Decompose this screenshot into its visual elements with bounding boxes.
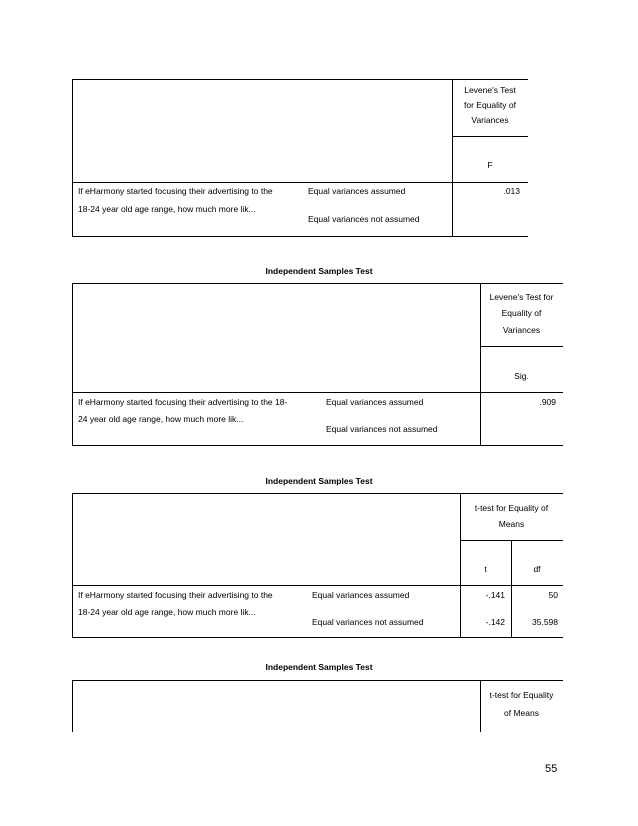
column-header-line-2: for Equality of xyxy=(464,100,516,110)
table-caption: Independent Samples Test xyxy=(265,266,373,276)
df-value-not-assumed: 35.598 xyxy=(532,617,558,627)
row-label-assumed: Equal variances assumed xyxy=(308,186,406,196)
table-caption: Independent Samples Test xyxy=(265,476,373,486)
t-value-assumed: -.141 xyxy=(485,590,505,600)
f-value: .013 xyxy=(503,186,520,196)
column-subheader-sig: Sig. xyxy=(514,371,529,381)
df-value-assumed: 50 xyxy=(548,590,558,600)
column-header-line-3: Variances xyxy=(502,325,541,335)
column-header-line-1: Levene's Test xyxy=(464,85,516,95)
column-header-line-2: of Means xyxy=(504,708,539,718)
row-label-not-assumed: Equal variances not assumed xyxy=(312,617,424,627)
row-label-not-assumed: Equal variances not assumed xyxy=(308,214,420,224)
question-label-line-2: 18-24 year old age range, how much more lik... xyxy=(78,204,256,214)
row-label-assumed: Equal variances assumed xyxy=(326,397,424,407)
column-subheader-f: F xyxy=(487,160,493,170)
column-header-line-1: t-test for Equality of xyxy=(474,503,549,513)
question-label-line-1: If eHarmony started focusing their advertising to the 18- xyxy=(78,397,288,407)
question-label-line-1: If eHarmony started focusing their advertising to the xyxy=(78,186,273,196)
question-label-line-1: If eHarmony started focusing their advertising to the xyxy=(78,590,273,600)
column-header-line-1: Levene's Test for xyxy=(489,292,554,302)
row-label-not-assumed: Equal variances not assumed xyxy=(326,424,438,434)
column-header-line-2: Equality of xyxy=(501,308,542,318)
column-header-line-3: Variances xyxy=(471,115,509,125)
column-header-line-2: Means xyxy=(498,519,525,529)
column-subheader-df: df xyxy=(533,564,541,574)
question-label-line-2: 18-24 year old age range, how much more lik... xyxy=(78,607,256,617)
t-value-not-assumed: -.142 xyxy=(485,617,505,627)
page-number: 55 xyxy=(545,763,558,775)
sig-value: .909 xyxy=(539,397,556,407)
column-header-line-1: t-test for Equality xyxy=(489,690,554,700)
table-caption: Independent Samples Test xyxy=(265,662,373,672)
row-label-assumed: Equal variances assumed xyxy=(312,590,410,600)
column-subheader-t: t xyxy=(484,564,487,574)
question-label-line-2: 24 year old age range, how much more lik... xyxy=(78,414,244,424)
